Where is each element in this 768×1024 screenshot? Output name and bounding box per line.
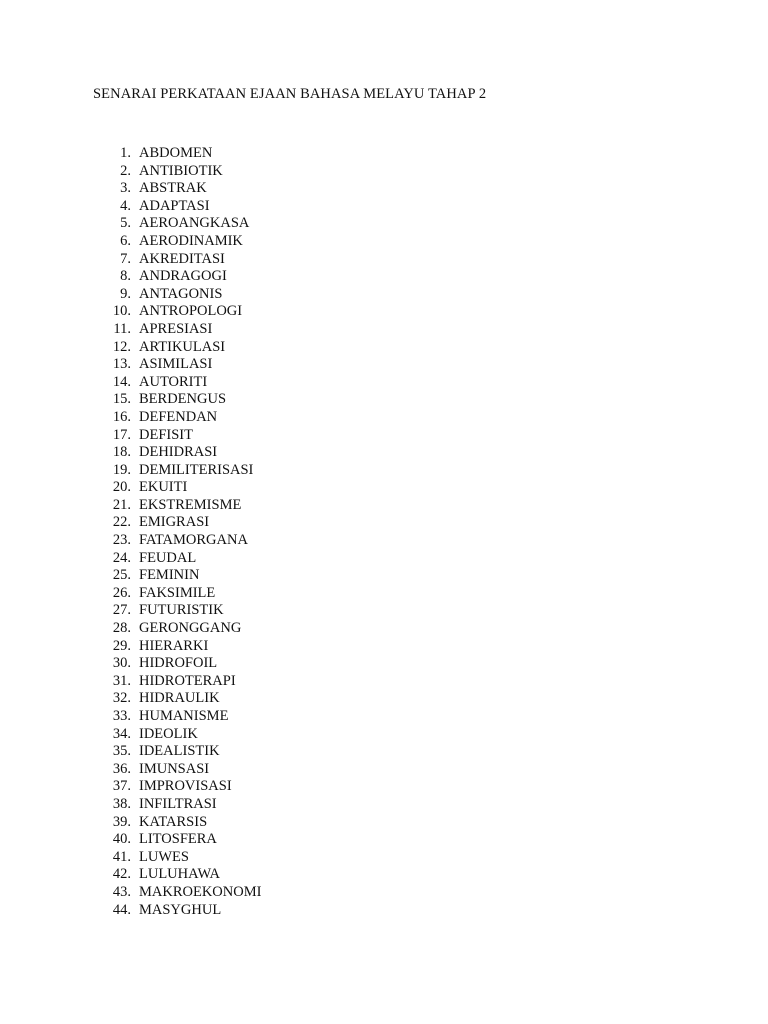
word-number: 38. (112, 795, 131, 812)
word-text: ADAPTASI (139, 197, 210, 214)
word-number: 31. (112, 672, 131, 689)
word-number: 16. (112, 408, 131, 425)
word-number: 10. (112, 303, 131, 320)
word-number: 13. (112, 356, 131, 373)
word-number: 25. (112, 567, 131, 584)
word-number: 6. (120, 232, 131, 249)
word-number: 43. (112, 883, 131, 900)
word-text: MAKROEKONOMI (139, 883, 262, 900)
word-number: 39. (112, 813, 131, 830)
word-text: ANTAGONIS (139, 285, 223, 302)
word-text: DEHIDRASI (139, 444, 218, 461)
word-text: AKREDITASI (139, 250, 225, 267)
word-number: 18. (112, 444, 131, 461)
word-text: ANDRAGOGI (139, 268, 227, 285)
word-text: IDEOLIK (139, 725, 198, 742)
word-text: AUTORITI (139, 373, 208, 390)
word-text: ASIMILASI (139, 356, 213, 373)
word-number: 15. (112, 391, 131, 408)
word-number: 44. (112, 901, 131, 918)
word-number: 28. (112, 620, 131, 637)
word-number: 29. (112, 637, 131, 654)
word-text: FEUDAL (139, 549, 197, 566)
word-text: IMUNSASI (139, 760, 210, 777)
word-number: 41. (112, 848, 131, 865)
word-text: FATAMORGANA (139, 532, 248, 549)
word-number: 20. (112, 479, 131, 496)
word-number: 34. (112, 725, 131, 742)
word-text: ANTROPOLOGI (139, 303, 243, 320)
word-number: 17. (112, 426, 131, 443)
word-text: BERDENGUS (139, 391, 227, 408)
word-number: 2. (120, 162, 131, 179)
word-text: IDEALISTIK (139, 743, 220, 760)
word-number: 40. (112, 831, 131, 848)
word-text: GERONGGANG (139, 620, 242, 637)
word-text: FUTURISTIK (139, 602, 224, 619)
word-number: 7. (120, 250, 131, 267)
word-number: 30. (112, 655, 131, 672)
word-number: 14. (112, 373, 131, 390)
word-text: DEFISIT (139, 426, 193, 443)
word-text: ABSTRAK (139, 180, 207, 197)
word-text: ABDOMEN (139, 145, 213, 161)
word-text: HIDRAULIK (139, 690, 220, 707)
word-text: EKUITI (139, 479, 188, 496)
word-number: 21. (112, 496, 131, 513)
word-text: KATARSIS (139, 813, 208, 830)
word-text: MASYGHUL (139, 901, 222, 918)
word-text: EMIGRASI (139, 514, 210, 531)
word-text: DEMILITERISASI (139, 461, 254, 478)
word-number: 5. (120, 215, 131, 232)
word-number: 35. (112, 743, 131, 760)
word-text: INFILTRASI (139, 795, 217, 812)
word-number: 11. (113, 320, 131, 337)
word-number: 19. (112, 461, 131, 478)
word-number: 4. (120, 197, 131, 214)
word-text: ARTIKULASI (139, 338, 226, 355)
word-number: 24. (112, 549, 131, 566)
word-text: FEMININ (139, 567, 200, 584)
word-number: 32. (112, 690, 131, 707)
word-number: 1. (120, 145, 131, 161)
word-text: EKSTREMISME (139, 496, 242, 513)
word-text: LUWES (139, 848, 189, 865)
word-text: HIERARKI (139, 637, 209, 654)
word-number: 3. (120, 180, 131, 197)
word-text: ANTIBIOTIK (139, 162, 223, 179)
word-number: 36. (112, 760, 131, 777)
word-number: 23. (112, 532, 131, 549)
word-text: APRESIASI (139, 320, 213, 337)
word-text: HUMANISME (139, 708, 229, 724)
word-number: 37. (112, 778, 131, 795)
word-number: 22. (112, 514, 131, 531)
word-text: IMPROVISASI (139, 778, 232, 795)
word-text: HIDROTERAPI (139, 672, 236, 689)
word-number: 33. (112, 708, 131, 724)
word-number: 27. (112, 602, 131, 619)
word-text: AERODINAMIK (139, 232, 243, 249)
word-number: 8. (120, 268, 131, 285)
word-number: 12. (112, 338, 131, 355)
word-number: 42. (112, 866, 131, 883)
word-number: 26. (112, 584, 131, 601)
word-text: HIDROFOIL (139, 655, 218, 672)
word-text: AEROANGKASA (139, 215, 250, 232)
word-text: FAKSIMILE (139, 584, 216, 601)
document-title: SENARAI PERKATAAN EJAAN BAHASA MELAYU TAHAP 2 (93, 86, 487, 102)
word-text: LULUHAWA (139, 866, 220, 883)
word-text: LITOSFERA (139, 831, 217, 848)
word-number: 9. (120, 285, 131, 302)
word-text: DEFENDAN (139, 408, 218, 425)
